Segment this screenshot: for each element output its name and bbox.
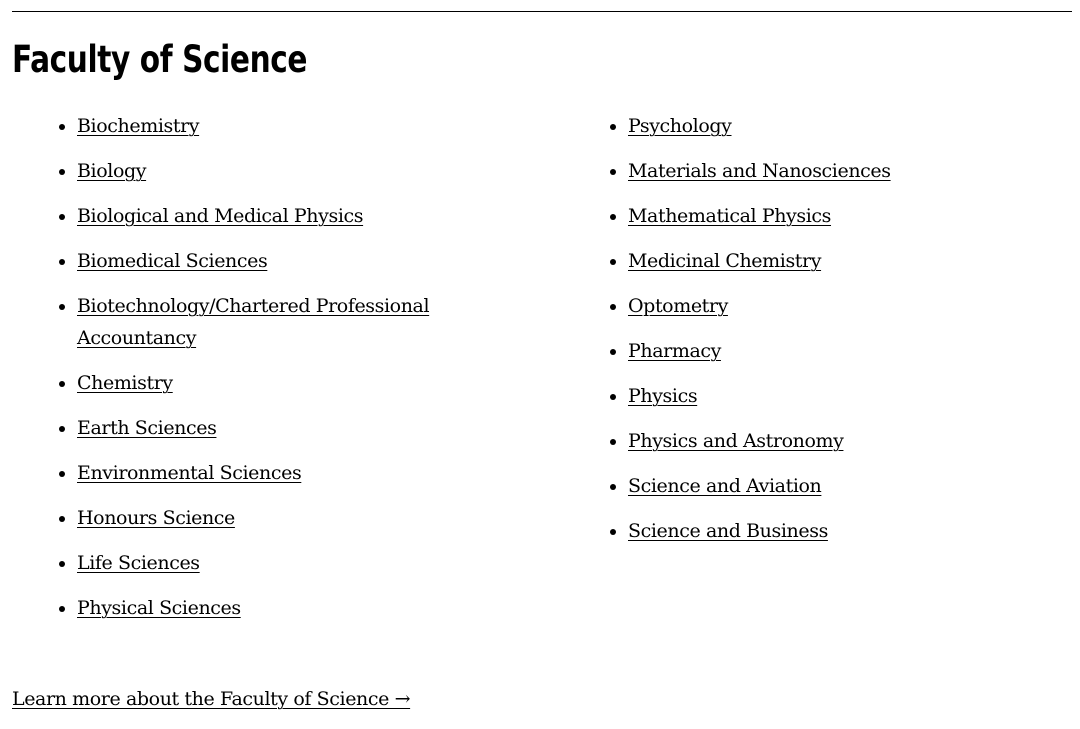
page-title: Faculty of Science (12, 38, 308, 81)
list-item (609, 470, 1069, 502)
list-item (609, 515, 1069, 547)
program-link-earth-sciences[interactable]: Earth Sciences (77, 417, 217, 439)
program-link-biological-medical-physics[interactable]: Biological and Medical Physics (77, 205, 364, 227)
program-link-biomedical-sciences[interactable]: Biomedical Sciences (77, 250, 268, 272)
list-item (609, 200, 1069, 232)
list-item (58, 290, 498, 354)
program-link-medicinal-chemistry[interactable]: Medicinal Chemistry (628, 250, 822, 272)
program-link-biotechnology-cpa[interactable]: Biotechnology/Chartered Professional Accountancy (77, 295, 430, 349)
top-divider (12, 11, 1072, 12)
list-item (58, 155, 498, 187)
list-item (58, 367, 498, 399)
program-link-science-aviation[interactable]: Science and Aviation (628, 475, 822, 497)
list-item (58, 592, 498, 624)
list-item (58, 245, 498, 277)
list-item (58, 412, 498, 444)
program-link-biology[interactable]: Biology (77, 160, 147, 182)
list-item (58, 457, 498, 489)
program-link-biochemistry[interactable]: Biochemistry (77, 115, 200, 137)
learn-more-link[interactable]: Learn more about the Faculty of Science → (12, 688, 411, 710)
program-link-physics[interactable]: Physics (628, 385, 698, 407)
list-item (58, 502, 498, 534)
list-item (609, 380, 1069, 412)
list-item (609, 245, 1069, 277)
list-item (609, 155, 1069, 187)
list-item (58, 200, 498, 232)
program-link-honours-science[interactable]: Honours Science (77, 507, 235, 529)
program-link-optometry[interactable]: Optometry (628, 295, 728, 317)
program-link-physical-sciences[interactable]: Physical Sciences (77, 597, 241, 619)
list-item (609, 290, 1069, 322)
program-link-physics-astronomy[interactable]: Physics and Astronomy (628, 430, 844, 452)
list-item (609, 335, 1069, 367)
program-link-pharmacy[interactable]: Pharmacy (628, 340, 721, 362)
program-link-environmental-sciences[interactable]: Environmental Sciences (77, 462, 302, 484)
list-item (609, 425, 1069, 457)
list-item (58, 110, 498, 142)
list-item (58, 547, 498, 579)
program-link-materials-nanosciences[interactable]: Materials and Nanosciences (628, 160, 891, 182)
list-item (609, 110, 1069, 142)
program-list-left (58, 110, 498, 637)
program-link-chemistry[interactable]: Chemistry (77, 372, 173, 394)
program-link-psychology[interactable]: Psychology (628, 115, 732, 137)
program-link-mathematical-physics[interactable]: Mathematical Physics (628, 205, 832, 227)
program-link-science-business[interactable]: Science and Business (628, 520, 828, 542)
program-link-life-sciences[interactable]: Life Sciences (77, 552, 200, 574)
program-list-right (609, 110, 1069, 560)
